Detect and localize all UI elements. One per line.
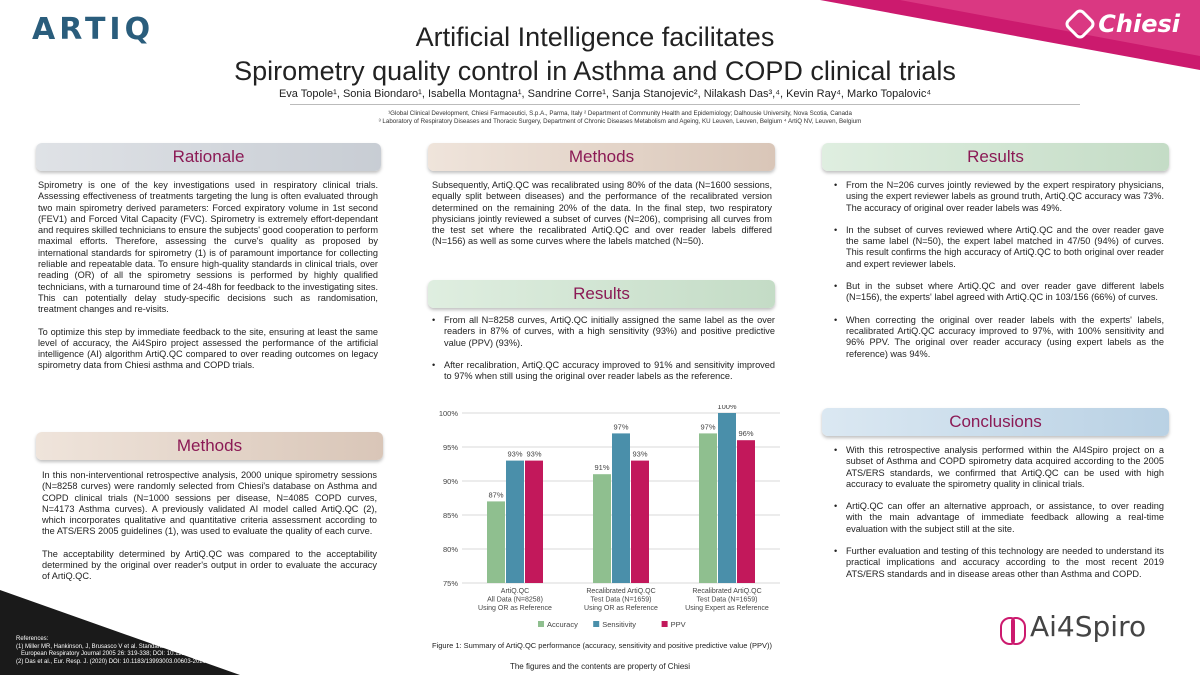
affiliation-line-2: ³ Laboratory of Respiratory Diseases and Thoracic Surgery, Department of Chronic Diseases Metabolism and Ageing, KU Leuven, Leuven, Belgium ⁴ ArtiQ NV, Leuven, Belgium [378,118,862,125]
y-tick-label: 100% [438,409,458,418]
legend-swatch [593,621,599,627]
legend-entry: Accuracy [547,620,578,629]
poster-title [120,20,1070,88]
data-label: 93% [507,449,523,459]
data-label: 97% [613,422,629,432]
rationale-text [38,180,378,383]
data-label: 96% [738,429,754,439]
bar-sensitivity [718,413,736,583]
data-label: 100% [717,405,737,411]
artiq-logo: ARTIQ [32,12,155,47]
rationale-paragraph-1: Spirometry is one of the key investigations used in respiratory clinical trials. Assessing effectiveness of treatments targeting the lung is often evaluated through two main spirometry derived parameters: Forced expiratory volume in 1st second (FEV1) and Forced Vital Capacity (FVC). Spirometry is extremely effort-dependant and requires skilled technicians to ensure the subjects' good cooperation to perform maximal efforts. Therefore, assessing the curve's quality as proposed by international standards for spirometry (1) is of paramount importance for collecting reliable and repeatable data. To ensure high-quality standards in clinical trials, over reading (OR) of all the spirometry sessions is performed by highly qualified technicians, with a turnaround time of 24-48h for feedback to the investigating sites. This can potentially delay study-specific decisions such as randomisation, treatment changes and re-visits. [38,180,378,315]
results-list-middle [430,315,775,393]
conclusions-bullet-3: • Further evaluation and testing of this technology are needed to understand its practical implications and accuracy according to the most recent 2019 ATS/ERS standards and in disease areas other than Asthma and COPD. [832,546,1164,580]
x-tick-label: Using OR as Reference [478,605,552,612]
methods-middle-paragraph-1: Subsequently, ArtiQ.QC was recalibrated using 80% of the data (N=1600 sessions, equally split between diseases) and the performance of the recalibrated version determined on the remaining 20% of the data. In the final step, two respiratory physicians jointly reviewed a subset of curves (N=206), comprising all curves from the test set where the recalibrated ArtiQ.QC and over reader labels differed (N=156) as well as some curves where the labels matched (N=50). [432,180,772,247]
chiesi-logo [1068,10,1180,38]
bar-ppv [737,440,755,583]
y-tick-label: 80% [442,545,458,554]
reference-2: (2) Das et al., Eur. Resp. J. (2020) DOI: 10.1183/13993003.00603-2020 [16,658,207,665]
reference-1-continued: European Respiratory Journal 2005 26: 319-338; DOI: 10.1183/09031936.05.00034805 [21,651,254,657]
data-label: 93% [526,449,542,459]
x-tick-label: Recalibrated ArtiQ.QC [692,588,762,595]
results-heading-right: Results [822,143,1169,171]
legend-swatch [662,621,668,627]
data-label: 91% [594,463,610,473]
conclusions-list [832,445,1164,591]
bar-ppv [525,461,543,583]
reference-1: (1) Miller MR, Hankinson, J, Brusasco V et al. Standardisation of Spirometry. [16,643,219,650]
chiesi-logo-text: Chiesi [1098,10,1180,38]
footer-note: The figures and the contents are property of Chiesi [509,662,691,671]
affiliation-line-1: ¹Global Clinical Development, Chiesi Farmaceutici, S.p.A., Parma, Italy ² Department of Community Health and Epidemiology; Dalhousie University, Nova Scotia, Canada [388,110,852,117]
bar-accuracy [699,433,717,583]
results-right-bullet-2: • In the subset of curves reviewed where ArtiQ.QC and the over reader gave the same label (N=50), the expert label matched in 47/50 (94%) of curves. This result confirms the high accuracy of ArtiQ.QC to both original over reader and expert reviewer labels. [832,225,1164,270]
rationale-paragraph-2: To optimize this step by immediate feedback to the site, ensuring at least the same level of accuracy, the Ai4Spiro project assessed the performance of the artificial intelligence (AI) algorithm ArtiQ.QC compared to over reading outcomes on legacy spirometry data from Chiesi asthma and COPD trials. [38,326,378,371]
methods-left-paragraph-2: The acceptability determined by ArtiQ.QC was compared to the acceptability determined by the original over reader's output in order to evaluate the accuracy of ArtiQ.QC. [42,548,377,582]
performance-chart [428,405,788,635]
bar-sensitivity [612,433,630,583]
results-right-bullet-1: • From the N=206 curves jointly reviewed by the expert respiratory physicians, using the expert reviewer labels as ground truth, ArtiQ.QC accuracy was 73%. The accuracy of original over reader labels was 49%. [832,180,1164,214]
references-heading: References: [16,636,49,642]
conclusions-bullet-2: • ArtiQ.QC can offer an alternative approach, or assistance, to over reading with the main advantage of immediate feedback allowing a real-time evaluation with the subject still at the site. [832,501,1164,535]
authors: Eva Topole¹, Sonia Biondaro¹, Isabella Montagna¹, Sandrine Corre¹, Sanja Stanojevic², Nilakash Das³,⁴, Kevin Ray⁴, Marko Topalovic⁴ [278,88,932,100]
conclusions-heading: Conclusions [822,408,1169,436]
title-line-1: Artificial Intelligence facilitates [415,22,775,52]
ai4spiro-logo-text: Ai4Spiro [1030,610,1147,643]
y-tick-label: 75% [442,579,458,588]
title-line-2: Spirometry quality control in Asthma and COPD clinical trials [234,56,956,86]
legend-entry: Sensitivity [602,620,636,629]
x-tick-label: Test Data (N=1659) [590,596,652,604]
x-tick-label: Using OR as Reference [584,605,658,612]
data-label: 97% [700,422,716,432]
figure-caption: Figure 1: Summary of ArtiQ.QC performance (accuracy, sensitivity and positive predictive value (PPV)) [432,641,772,650]
ai4spiro-logo [1000,610,1146,643]
x-tick-label: All Data (N=8258) [487,596,543,604]
x-tick-label: ArtiQ.QC [500,588,530,595]
legend-swatch [538,621,544,627]
authors-divider [290,104,1080,105]
legend-entry: PPV [670,620,686,629]
x-tick-label: Using Expert as Reference [685,605,769,612]
data-label: 93% [632,449,648,459]
methods-heading-left: Methods [36,432,383,460]
y-tick-label: 90% [442,477,458,486]
lung-icon [1000,611,1026,643]
methods-left-paragraph-1: In this non-interventional retrospective analysis, 2000 unique spirometry sessions (N=8258 curves) were randomly selected from Chiesi's database on Asthma and COPD clinical trials (N=1000 sessions per disease, N=4085 COPD curves, N=4173 Asthma curves). A previously validated AI model called ArtiQ.QC (2), which incorporates qualitative and quantitative criteria assessment according to the ATS/ERS 2005 guidelines (1), was used to evaluate the quality of each curve. [42,470,377,537]
x-tick-label: Recalibrated ArtiQ.QC [586,588,656,595]
rationale-heading: Rationale [36,143,381,171]
affiliations [300,110,940,126]
results-right-bullet-3: • But in the subset where ArtiQ.QC and over reader gave different labels (N=156), the experts' label agreed with ArtiQ.QC in 103/156 (66%) of curves. [832,281,1164,304]
methods-text-left [42,470,377,594]
results-list-right [832,180,1164,371]
results-middle-bullet-1: • From all N=8258 curves, ArtiQ.QC initially assigned the same label as the over readers in 87% of curves, with a high sensitivity (93%) and positive predictive value (PPV) (93%). [430,315,775,349]
methods-text-middle [432,180,772,259]
bar-sensitivity [506,461,524,583]
conclusions-bullet-1: • With this retrospective analysis performed within the AI4Spiro project on a subset of Asthma and COPD spirometry data acquired according to the 2005 ATS/ERS standards, we confirmed that ArtiQ.QC can be used with high accuracy to evaluate the spirometry quality in clinical trials. [832,445,1164,490]
bar-accuracy [593,474,611,583]
data-label: 87% [488,490,504,500]
results-heading-middle: Results [428,280,775,308]
x-tick-label: Test Data (N=1659) [696,596,758,604]
bar-ppv [631,461,649,583]
results-right-bullet-4: • When correcting the original over reader labels with the experts' labels, recalibrated ArtiQ.QC accuracy improved to 97%, with 100% sensitivity and 96% PPV. The original over reader accuracy (using expert labels as the reference) was 94%. [832,315,1164,360]
results-middle-bullet-2: • After recalibration, ArtiQ.QC accuracy improved to 91% and sensitivity improved to 97% when still using the original over reader labels as the reference. [430,360,775,383]
bar-accuracy [487,501,505,583]
y-tick-label: 95% [442,443,458,452]
performance-chart-svg [428,405,788,635]
y-tick-label: 85% [442,511,458,520]
methods-heading-middle: Methods [428,143,775,171]
